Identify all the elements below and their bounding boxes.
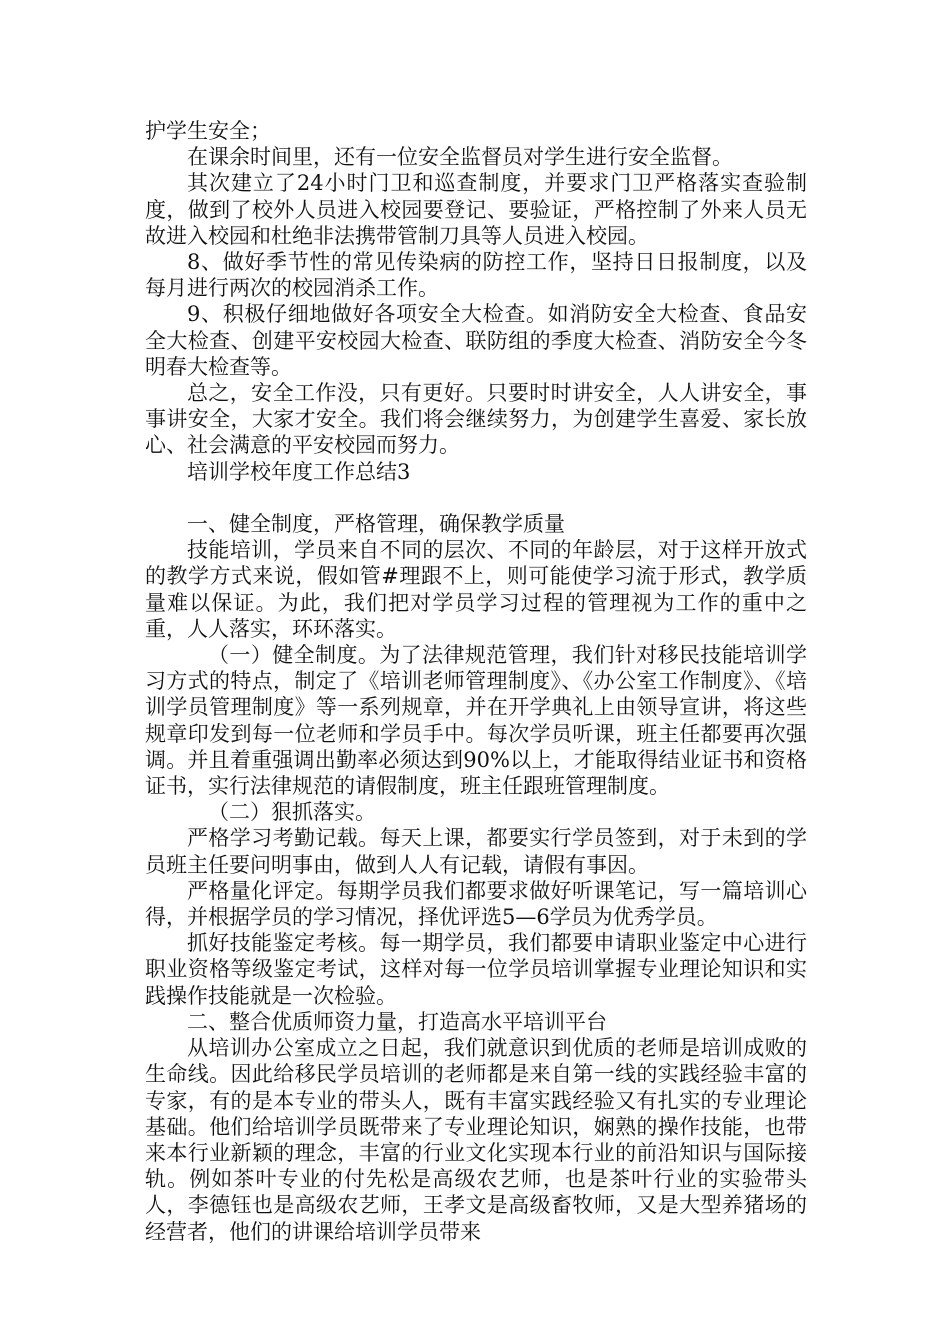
paragraph-supervisor: 在课余时间里，还有一位安全监督员对学生进行安全监督。: [187, 145, 733, 170]
paragraph-gate-patrol: 其次建立了24小时门卫和巡查制度，并要求门卫严格落实查验制度，做到了校外人员进入校园要登记、要验证，严格控制了外来人员无故进入校园和杜绝非法携带管制刀具等人员进入校园。: [145, 171, 807, 248]
paragraph-continuation: 护学生安全；: [145, 119, 271, 143]
document-body: [145, 118, 807, 1245]
blank-line: [145, 485, 807, 511]
paragraph-item-8: 8、做好季节性的常见传染病的防控工作，坚持日日报制度，以及每月进行两次的校园消杀工作。: [145, 250, 807, 301]
heading-two: 二、整合优质师资力量，打造高水平培训平台: [187, 1009, 607, 1034]
paragraph-attendance: 严格学习考勤记载。每天上课，都要实行学员签到，对于未到的学员班主任要问明事由，做到人人有记载，请假有事因。: [145, 826, 807, 877]
subheading-implementation: （二）狠抓落实。: [208, 800, 376, 825]
paragraph-teachers: 从培训办公室成立之日起，我们就意识到优质的老师是培训成败的生命线。因此给移民学员培训的老师都是来自第一线的实践经验丰富的专家，有的是本专业的带头人，既有丰富实践经验又有扎实的专业理论基础。他们给培训学员既带来了专业理论知识，娴熟的操作技能，也带来本行业新颖的理念，丰富的行业文化实现本行业的前沿知识与国际接轨。例如茶叶专业的付先松是高级农艺师，也是茶叶行业的实验带头人，李德钰也是高级农艺师，王孝文是高级畜牧师，又是大型养猪场的经营者，他们的讲课给培训学员带来: [145, 1036, 807, 1244]
paragraph-system: （一）健全制度。为了法律规范管理，我们针对移民技能培训学习方式的特点，制定了《培训老师管理制度》、《办公室工作制度》、《培训学员管理制度》等一系列规章，并在开学典礼上由领导宣讲，将这些规章印发到每一位老师和学员手中。每次学员听课，班主任都要再次强调。并且着重强调出勤率必须达到90%以上，才能取得结业证书和资格证书，实行法律规范的请假制度，班主任跟班管理制度。: [145, 643, 807, 799]
paragraph-assessment: 抓好技能鉴定考核。每一期学员，我们都要申请职业鉴定中心进行职业资格等级鉴定考试，这样对每一位学员培训掌握专业理论知识和实践操作技能就是一次检验。: [145, 931, 807, 1008]
paragraph-skill-training: 技能培训，学员来自不同的层次、不同的年龄层，对于这样开放式的教学方式来说，假如管#理跟不上，则可能使学习流于形式，教学质量难以保证。为此，我们把对学员学习过程的管理视为工作的重中之重，人人落实，环环落实。: [145, 538, 807, 641]
section-title: 培训学校年度工作总结3: [187, 459, 411, 484]
paragraph-evaluation: 严格量化评定。每期学员我们都要求做好听课笔记，写一篇培训心得，并根据学员的学习情况，择优评选5—6学员为优秀学员。: [145, 878, 807, 930]
heading-one: 一、健全制度，严格管理，确保教学质量: [187, 512, 565, 537]
paragraph-conclusion: 总之，安全工作没，只有更好。只要时时讲安全，人人讲安全，事事讲安全，大家才安全。我们将会继续努力，为创建学生喜爱、家长放心、社会满意的平安校园而努力。: [145, 381, 807, 458]
paragraph-item-9: 9、积极仔细地做好各项安全大检查。如消防安全大检查、食品安全大检查、创建平安校园大检查、联防组的季度大检查、消防安全今冬明春大检查等。: [145, 302, 807, 379]
